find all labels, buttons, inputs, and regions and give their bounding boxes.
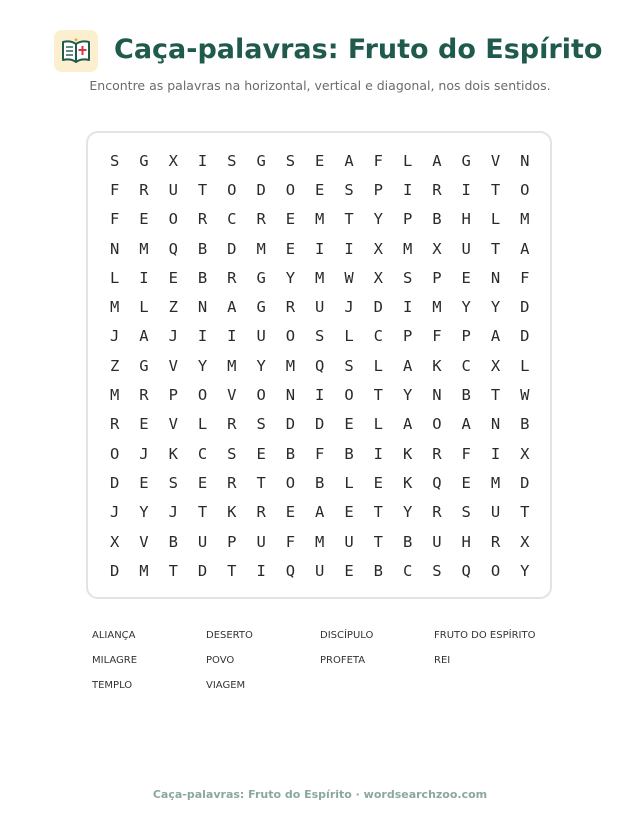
grid-cell[interactable]: D (520, 473, 530, 492)
grid-cell[interactable]: E (256, 444, 266, 463)
grid-cell[interactable]: Q (432, 473, 442, 492)
grid-cell[interactable]: R (227, 415, 237, 434)
grid-cell[interactable]: I (402, 298, 413, 317)
grid-cell[interactable]: N (432, 386, 442, 405)
grid-cell[interactable]: T (490, 239, 501, 258)
grid-cell[interactable]: F (461, 444, 471, 463)
grid-cell[interactable]: Q (315, 356, 325, 375)
grid-cell[interactable]: E (139, 210, 149, 229)
grid-cell[interactable]: K (402, 444, 413, 463)
grid-cell[interactable]: A (432, 151, 442, 170)
word-list-item: VIAGEM (206, 680, 246, 691)
grid-cell[interactable]: A (461, 415, 471, 434)
grid-cell[interactable]: G (139, 151, 149, 170)
grid-cell[interactable]: M (109, 386, 120, 405)
grid-cell[interactable]: F (520, 268, 530, 287)
grid-cell[interactable]: K (432, 356, 442, 375)
grid-cell[interactable]: C (227, 210, 237, 229)
grid-cell[interactable]: Z (168, 298, 178, 317)
grid-cell[interactable]: E (285, 503, 296, 522)
book-icon (54, 30, 98, 72)
grid-cell[interactable]: V (490, 151, 501, 170)
grid-cell[interactable]: P (402, 327, 413, 346)
grid-cell[interactable]: Q (461, 561, 471, 580)
grid-cell[interactable]: J (168, 503, 178, 522)
grid-cell[interactable]: D (285, 415, 296, 434)
grid-cell[interactable]: H (461, 210, 471, 229)
grid-cell[interactable]: I (315, 386, 325, 405)
grid-cell[interactable]: S (256, 415, 266, 434)
grid-cell[interactable]: X (490, 356, 501, 375)
grid-cell[interactable]: T (373, 503, 383, 522)
grid-cell[interactable]: O (227, 180, 237, 199)
grid-cell[interactable]: I (461, 180, 471, 199)
grid-cell[interactable]: R (197, 210, 208, 229)
grid-cell[interactable]: B (315, 473, 325, 492)
grid-cell[interactable]: P (227, 532, 237, 551)
word-list-item: DISCÍPULO (320, 630, 374, 641)
grid-cell[interactable]: A (490, 327, 501, 346)
grid-cell[interactable]: F (285, 532, 296, 551)
grid-cell[interactable]: V (168, 356, 178, 375)
grid-cell[interactable]: D (197, 561, 208, 580)
grid-cell[interactable]: G (461, 151, 471, 170)
grid-cell[interactable]: I (197, 327, 208, 346)
grid-cell[interactable]: X (520, 444, 530, 463)
grid-cell[interactable]: I (197, 151, 208, 170)
grid-cell[interactable]: U (315, 561, 325, 580)
word-list-item: TEMPLO (92, 680, 133, 691)
grid-cell[interactable]: R (432, 444, 442, 463)
grid-cell[interactable]: A (227, 298, 237, 317)
grid-cell[interactable]: T (490, 180, 501, 199)
word-list-item: MILAGRE (92, 655, 138, 666)
grid-cell[interactable]: I (402, 180, 413, 199)
grid-cell[interactable]: I (227, 327, 237, 346)
grid-cell[interactable]: U (461, 239, 471, 258)
grid-cell[interactable]: J (139, 444, 149, 463)
grid-cell[interactable]: N (490, 415, 501, 434)
grid-cell[interactable]: E (344, 415, 354, 434)
grid-cell[interactable]: T (197, 180, 208, 199)
grid-cell[interactable]: G (256, 151, 266, 170)
grid-cell[interactable]: I (490, 444, 501, 463)
grid-cell[interactable]: U (344, 532, 354, 551)
grid-cell[interactable]: T (227, 561, 237, 580)
grid-cell[interactable]: O (520, 180, 530, 199)
grid-cell[interactable]: X (373, 268, 383, 287)
grid-cell[interactable]: L (344, 327, 354, 346)
grid-cell[interactable]: J (168, 327, 178, 346)
grid-cell[interactable]: T (490, 386, 501, 405)
grid-cell[interactable]: B (461, 386, 471, 405)
grid-cell[interactable]: F (432, 327, 442, 346)
grid-cell[interactable]: S (344, 180, 354, 199)
grid-cell[interactable]: N (285, 386, 296, 405)
grid-cell[interactable]: A (520, 239, 530, 258)
grid-cell[interactable]: S (402, 268, 413, 287)
word-list-item: PROFETA (320, 655, 366, 666)
word-list-item: REI (434, 655, 451, 666)
grid-cell[interactable]: S (315, 327, 325, 346)
grid-cell[interactable]: L (490, 210, 501, 229)
grid-cell[interactable]: R (256, 210, 266, 229)
grid-cell[interactable]: D (109, 561, 120, 580)
grid-cell[interactable]: O (168, 210, 178, 229)
grid-cell[interactable]: L (373, 415, 383, 434)
grid-cell[interactable]: E (461, 268, 471, 287)
grid-cell[interactable]: S (168, 473, 178, 492)
grid-cell[interactable]: I (256, 561, 266, 580)
grid-cell[interactable]: S (109, 151, 120, 170)
grid-cell[interactable]: M (432, 298, 442, 317)
grid-cell[interactable]: T (344, 210, 354, 229)
grid-cell[interactable]: N (197, 298, 208, 317)
grid-cell[interactable]: M (490, 473, 501, 492)
grid-cell[interactable]: N (490, 268, 501, 287)
grid-cell[interactable]: R (432, 503, 442, 522)
grid-cell[interactable]: D (373, 298, 383, 317)
grid-cell[interactable]: D (520, 298, 530, 317)
grid-cell[interactable]: E (315, 180, 325, 199)
grid-cell[interactable]: I (139, 268, 149, 287)
grid-cell[interactable]: M (315, 268, 325, 287)
grid-cell[interactable]: R (227, 473, 237, 492)
grid-cell[interactable]: Y (520, 561, 530, 580)
grid-cell[interactable]: F (109, 210, 120, 229)
header (0, 28, 640, 76)
grid-cell[interactable]: D (256, 180, 266, 199)
grid-cell[interactable]: T (197, 503, 208, 522)
grid-cell[interactable]: L (109, 268, 120, 287)
grid-cell[interactable]: P (373, 180, 383, 199)
grid-cell[interactable]: U (256, 327, 266, 346)
grid-cell[interactable]: R (227, 268, 237, 287)
grid-cell[interactable]: O (109, 444, 120, 463)
grid-cell[interactable]: P (168, 386, 178, 405)
grid-cell[interactable]: M (139, 239, 149, 258)
grid-cell[interactable]: O (285, 327, 296, 346)
grid-cell[interactable]: U (168, 180, 178, 199)
grid-cell[interactable]: B (402, 532, 413, 551)
grid-cell[interactable]: E (139, 415, 149, 434)
grid-cell[interactable]: M (256, 239, 266, 258)
grid-cell[interactable]: A (402, 415, 413, 434)
grid-cell[interactable]: V (168, 415, 178, 434)
grid-cell[interactable]: L (373, 356, 383, 375)
word-list (92, 630, 572, 693)
grid-cell[interactable]: B (344, 444, 354, 463)
grid-cell[interactable]: O (197, 386, 208, 405)
grid-cell[interactable]: F (315, 444, 325, 463)
grid-cell[interactable]: Y (402, 386, 413, 405)
grid-cell[interactable]: Y (285, 268, 296, 287)
grid-cell[interactable]: Q (285, 561, 296, 580)
grid-cell[interactable]: G (256, 268, 266, 287)
grid-cell[interactable]: E (168, 268, 178, 287)
grid-cell[interactable]: C (197, 444, 208, 463)
grid-cell[interactable]: U (432, 532, 442, 551)
grid-cell[interactable]: O (344, 386, 354, 405)
grid-cell[interactable]: B (168, 532, 178, 551)
grid-cell[interactable]: E (344, 503, 354, 522)
grid-cell[interactable]: J (344, 298, 354, 317)
grid-cell[interactable]: J (109, 503, 120, 522)
grid-cell[interactable]: B (197, 268, 208, 287)
grid-cell[interactable]: E (373, 473, 383, 492)
grid-cell[interactable]: Q (168, 239, 178, 258)
instructions: Encontre as palavras na horizontal, vertical e diagonal, nos dois sentidos. (89, 78, 551, 93)
grid-cell[interactable]: Y (197, 356, 208, 375)
grid-cell[interactable]: R (490, 532, 501, 551)
grid-cell[interactable]: B (373, 561, 383, 580)
grid-cell[interactable]: F (109, 180, 120, 199)
grid-cell[interactable]: U (490, 503, 501, 522)
grid-cell[interactable]: L (520, 356, 530, 375)
grid-cell[interactable]: K (168, 444, 178, 463)
grid-cell[interactable]: W (344, 268, 354, 287)
grid-cell[interactable]: E (139, 473, 149, 492)
grid-cell[interactable]: O (285, 473, 296, 492)
grid-cell[interactable]: B (520, 415, 530, 434)
grid-cell[interactable]: P (432, 268, 442, 287)
word-list-item: FRUTO DO ESPÍRITO (434, 630, 536, 641)
grid-cell[interactable]: Y (373, 210, 383, 229)
grid-cell[interactable]: E (315, 151, 325, 170)
grid-cell[interactable]: X (168, 151, 178, 170)
grid-cell[interactable]: K (227, 503, 237, 522)
grid-cell[interactable]: S (227, 444, 237, 463)
grid-cell[interactable]: E (461, 473, 471, 492)
grid-cell[interactable]: O (490, 561, 501, 580)
grid-cell[interactable]: I (373, 444, 383, 463)
grid-cell[interactable]: M (520, 210, 530, 229)
grid-cell[interactable]: S (432, 561, 442, 580)
grid-cell[interactable]: J (109, 327, 120, 346)
grid-cell[interactable]: E (197, 473, 208, 492)
grid-cell[interactable]: Y (256, 356, 266, 375)
grid-cell[interactable]: M (109, 298, 120, 317)
grid-cell[interactable]: X (373, 239, 383, 258)
page-title: Caça-palavras: Fruto do Espírito (114, 34, 603, 65)
grid-cell[interactable]: T (256, 473, 266, 492)
grid-cell[interactable]: P (402, 210, 413, 229)
grid-cell[interactable]: I (344, 239, 354, 258)
grid-cell[interactable]: Z (109, 356, 120, 375)
grid-cell[interactable]: C (373, 327, 383, 346)
grid-cell[interactable]: B (432, 210, 442, 229)
grid-cell[interactable]: L (402, 151, 413, 170)
grid-cell[interactable]: O (285, 180, 296, 199)
grid-cell[interactable]: L (139, 298, 149, 317)
grid-cell[interactable]: E (285, 239, 296, 258)
grid-cell[interactable]: Y (461, 298, 471, 317)
grid-cell[interactable]: Y (490, 298, 501, 317)
grid-cell[interactable]: V (139, 532, 149, 551)
grid-cell[interactable]: R (109, 415, 120, 434)
grid-cell[interactable]: R (139, 180, 149, 199)
grid-cell[interactable]: C (402, 561, 413, 580)
grid-cell[interactable]: S (227, 151, 237, 170)
grid-cell[interactable]: X (109, 532, 120, 551)
grid-cell[interactable]: D (520, 327, 530, 346)
grid-cell[interactable]: V (227, 386, 237, 405)
grid-cell[interactable]: X (520, 532, 530, 551)
grid-cell[interactable]: G (139, 356, 149, 375)
grid-cell[interactable]: L (344, 473, 354, 492)
grid-cell[interactable]: A (344, 151, 354, 170)
grid-cell[interactable]: F (373, 151, 383, 170)
grid-cell[interactable]: D (227, 239, 237, 258)
letter-grid (100, 146, 539, 585)
grid-cell[interactable]: O (256, 386, 266, 405)
grid-cell[interactable]: I (315, 239, 325, 258)
grid-cell[interactable]: M (285, 356, 296, 375)
grid-cell[interactable]: R (256, 503, 266, 522)
grid-cell[interactable]: C (461, 356, 471, 375)
grid-cell[interactable]: M (227, 356, 237, 375)
grid-cell[interactable]: W (520, 386, 530, 405)
word-list-item: DESERTO (206, 630, 253, 641)
grid-cell[interactable]: S (285, 151, 296, 170)
grid-cell[interactable]: M (139, 561, 149, 580)
grid-cell[interactable]: B (197, 239, 208, 258)
grid-cell[interactable]: R (432, 180, 442, 199)
grid-cell[interactable]: M (315, 210, 325, 229)
grid-cell[interactable]: M (315, 532, 325, 551)
grid-cell[interactable]: K (402, 473, 413, 492)
grid-cell[interactable]: D (315, 415, 325, 434)
grid-cell[interactable]: U (256, 532, 266, 551)
grid-cell[interactable]: G (256, 298, 266, 317)
grid-cell[interactable]: A (402, 356, 413, 375)
grid-cell[interactable]: M (402, 239, 413, 258)
grid-cell[interactable]: S (461, 503, 471, 522)
grid-cell[interactable]: X (432, 239, 442, 258)
grid-cell[interactable]: O (432, 415, 442, 434)
grid-cell[interactable]: D (109, 473, 120, 492)
word-list-item: POVO (206, 655, 235, 666)
grid-cell[interactable]: T (168, 561, 178, 580)
grid-cell[interactable]: A (315, 503, 325, 522)
grid-cell[interactable]: P (461, 327, 471, 346)
grid-cell[interactable]: R (139, 386, 149, 405)
grid-cell[interactable]: S (344, 356, 354, 375)
footer: Caça-palavras: Fruto do Espírito · wordsearchzoo.com (152, 788, 488, 801)
grid-cell[interactable]: U (197, 532, 208, 551)
grid-cell[interactable]: L (197, 415, 208, 434)
grid-cell[interactable]: Y (402, 503, 413, 522)
grid-cell[interactable]: T (520, 503, 530, 522)
grid-cell[interactable]: E (285, 210, 296, 229)
grid-cell[interactable]: N (109, 239, 120, 258)
grid-cell[interactable]: Y (139, 503, 149, 522)
grid-cell[interactable]: T (373, 386, 383, 405)
grid-cell[interactable]: A (139, 327, 149, 346)
word-list-item: ALIANÇA (92, 630, 136, 641)
grid-cell[interactable]: N (520, 151, 530, 170)
grid-cell[interactable]: B (285, 444, 296, 463)
grid-cell[interactable]: H (461, 532, 471, 551)
grid-cell[interactable]: U (315, 298, 325, 317)
grid-cell[interactable]: T (373, 532, 383, 551)
grid-cell[interactable]: R (285, 298, 296, 317)
grid-cell[interactable]: E (344, 561, 354, 580)
